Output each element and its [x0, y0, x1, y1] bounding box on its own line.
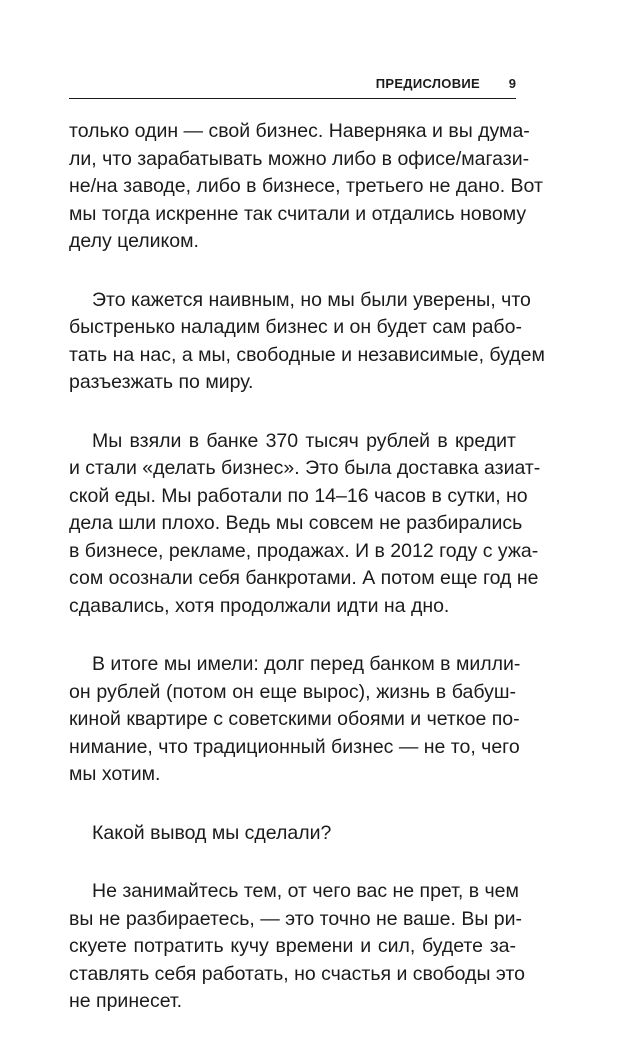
text-line: он рублей (потом он еще вырос), жизнь в бабуш- [69, 680, 516, 703]
text-line: киной квартире с советскими обоями и четкое по- [69, 708, 520, 730]
text-line: быстренько наладим бизнес и он будет сам рабо- [69, 316, 522, 338]
paragraph [69, 878, 525, 1016]
text-line: В итоге мы имели: долг перед банком в милли- [92, 653, 521, 675]
section-title: ПРЕДИСЛОВИЕ [375, 76, 480, 91]
text-line: мы хотим. [69, 763, 161, 785]
text-line: делу целиком. [69, 230, 199, 252]
text-line: Какой вывод мы сделали? [92, 821, 332, 844]
paragraph [69, 651, 521, 789]
paragraph [69, 118, 543, 256]
running-header [69, 72, 516, 99]
text-line: только один — свой бизнес. Наверняка и вы дума- [69, 120, 530, 142]
body-text [69, 118, 545, 1047]
text-line: мы тогда искренне так считали и отдались новому [69, 202, 527, 225]
text-line: и стали «делать бизнес». Это была доставка азиат- [69, 457, 541, 479]
text-line: не принесет. [69, 990, 183, 1012]
paragraph [69, 820, 516, 848]
page-number: 9 [508, 76, 516, 91]
text-line: ской еды. Мы работали по 14–16 часов в сутки, но [69, 484, 528, 507]
text-line: Это кажется наивным, но мы были уверены, что [92, 288, 531, 311]
paragraph [69, 287, 545, 397]
text-line: скуете потратить кучу времени и сил, будете за- [69, 935, 516, 957]
text-line: разъезжать по миру. [69, 371, 254, 393]
text-line: Не занимайтесь тем, от чего вас не прет, в чем [92, 880, 519, 902]
text-line: тать на нас, а мы, свободные и независимые, будем [69, 343, 545, 366]
text-line: дела шли плохо. Ведь мы совсем не разбирались [69, 512, 523, 534]
text-line: сдавались, хотя продолжали идти на дно. [69, 594, 450, 617]
text-line: вы не разбираетесь, — это точно не ваше. Вы ри- [69, 907, 523, 930]
text-line: ли, что зарабатывать можно либо в офисе/магази- [69, 147, 530, 170]
text-line: Мы взяли в банке 370 тысяч рублей в кредит [92, 429, 516, 452]
text-line: не/на заводе, либо в бизнесе, третьего не дано. Вот [69, 175, 543, 197]
text-line: сом осознали себя банкротами. А потом еще год не [69, 567, 539, 589]
text-line: в бизнесе, рекламе, продажах. И в 2012 году с ужа- [69, 539, 539, 562]
text-line: нимание, что традиционный бизнес — не то, чего [69, 735, 520, 758]
text-line: ставлять себя работать, но счастья и свободы это [69, 962, 525, 985]
paragraph [69, 428, 541, 621]
